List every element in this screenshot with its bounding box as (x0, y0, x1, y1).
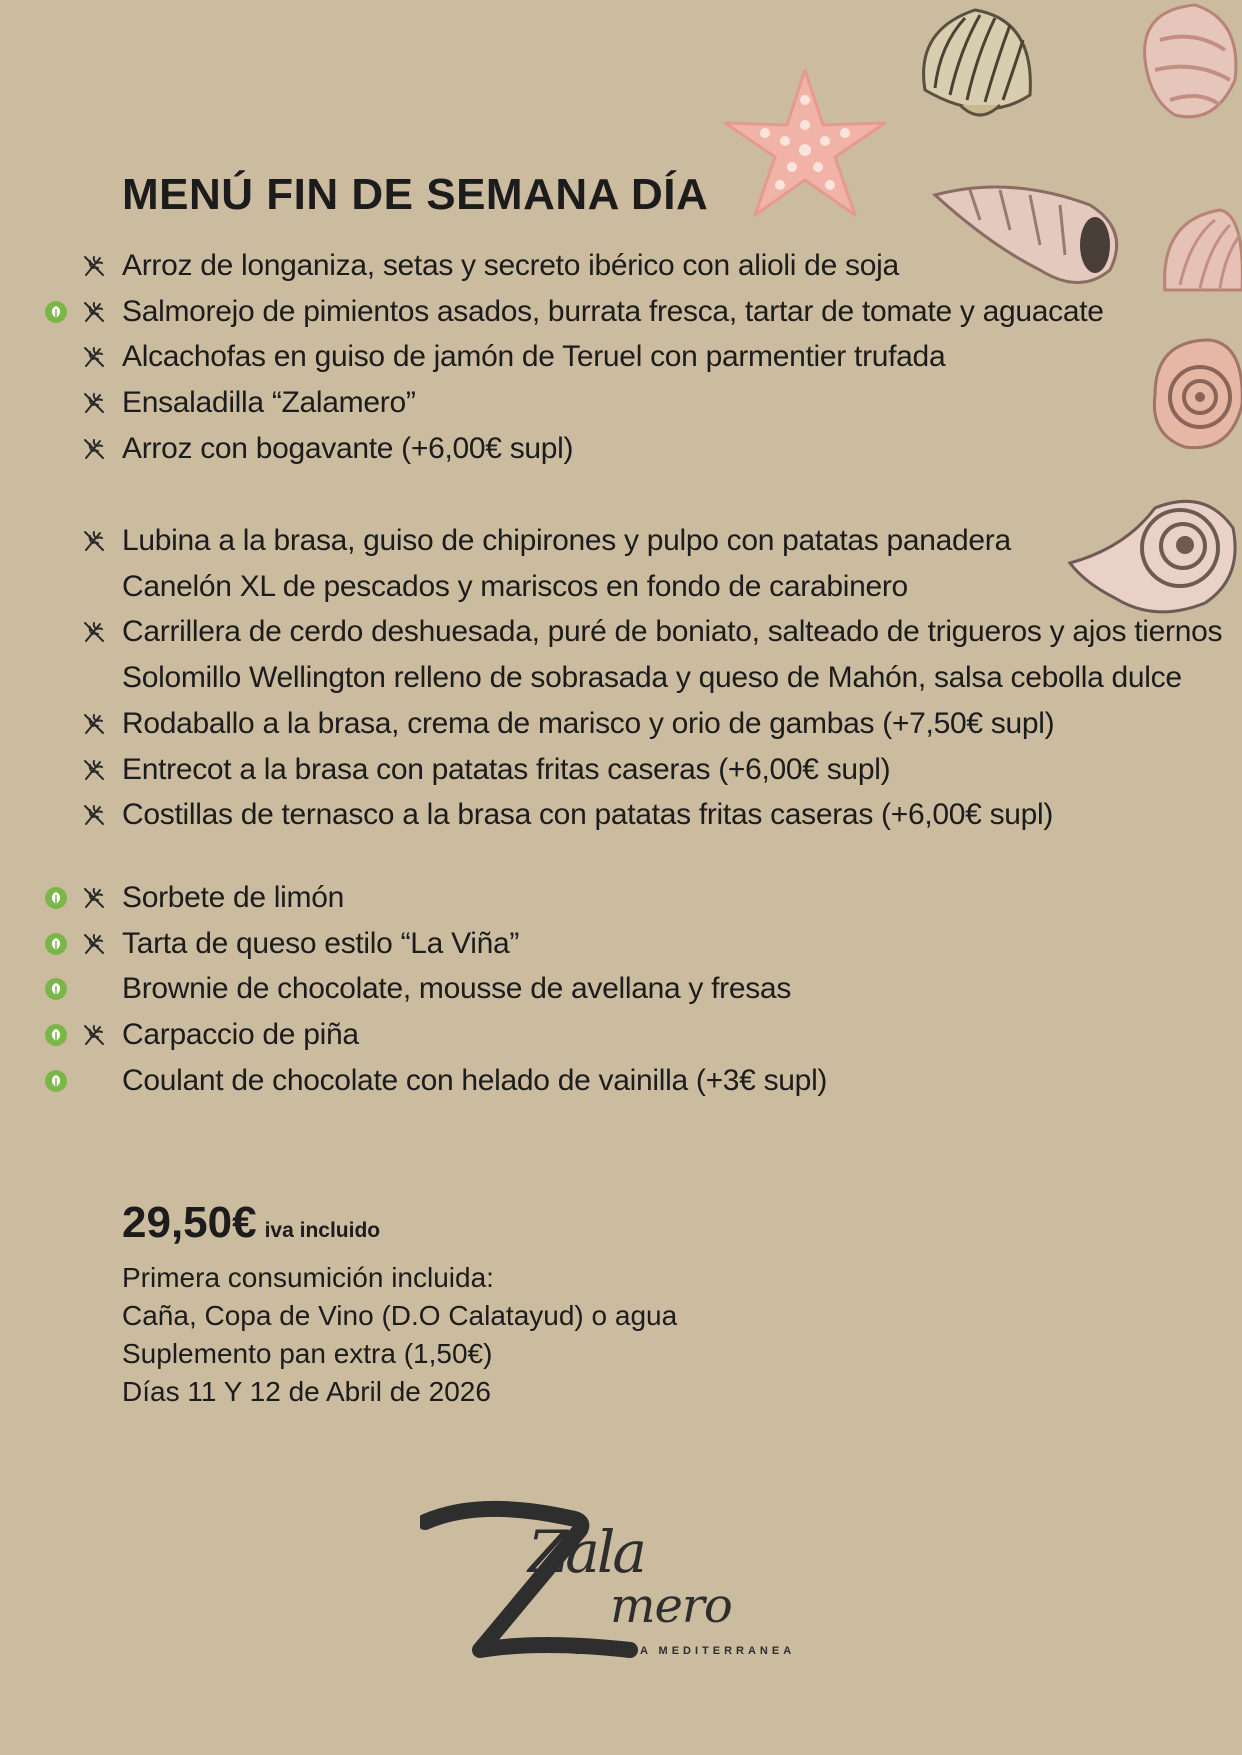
leaf-badge-icon (44, 977, 68, 1001)
logo-tagline: ESENCIA MEDITERRANEA (575, 1645, 796, 1657)
dish-name: Carpaccio de piña (122, 1018, 359, 1052)
crossed-wheat-icon (80, 710, 108, 738)
menu-item (0, 609, 1242, 655)
dish-name: Carrillera de cerdo deshuesada, puré de boniato, salteado de trigueros y ajos tiernos (122, 615, 1223, 649)
info-line-dates: Días 11 Y 12 de Abril de 2026 (122, 1376, 491, 1407)
page-title: MENÚ FIN DE SEMANA DÍA (122, 170, 709, 219)
dish-name: Alcachofas en guiso de jamón de Teruel con parmentier trufada (122, 340, 946, 374)
menu-item (0, 792, 1242, 838)
logo-top-letters: Zala (528, 1518, 645, 1586)
dish-name: Tarta de queso estilo “La Viña” (122, 926, 520, 960)
menu-item (0, 380, 1242, 426)
menu-item (0, 289, 1242, 335)
zalamero-logo (420, 1500, 800, 1670)
leaf-badge-icon (44, 300, 68, 324)
menu-item (0, 426, 1242, 472)
crossed-wheat-icon (80, 343, 108, 371)
menu-item (0, 564, 1242, 610)
menu-item (0, 1012, 1242, 1058)
price-note: iva incluido (264, 1219, 381, 1242)
crossed-wheat-icon (80, 756, 108, 784)
crossed-wheat-icon (80, 252, 108, 280)
menu-item (0, 243, 1242, 289)
info-line-drinks: Caña, Copa de Vino (D.O Calatayud) o agua (122, 1300, 678, 1331)
logo-bottom-letters: mero (610, 1578, 732, 1634)
dish-name: Arroz de longaniza, setas y secreto ibérico con alioli de soja (122, 249, 899, 282)
menu-item (0, 1058, 1242, 1104)
starfish-icon (720, 65, 890, 235)
menu-item (0, 966, 1242, 1012)
dish-name: Costillas de ternasco a la brasa con patatas fritas caseras (+6,00€ supl) (122, 798, 1054, 832)
crossed-wheat-icon (80, 801, 108, 829)
menu-item (0, 875, 1242, 921)
crossed-wheat-icon (80, 618, 108, 646)
leaf-badge-icon (44, 932, 68, 956)
dish-name: Salmorejo de pimientos asados, burrata fresca, tartar de tomate y aguacate (122, 294, 1104, 328)
dish-name: Brownie de chocolate, mousse de avellana y fresas (122, 972, 792, 1006)
scallop-shell-icon (905, 0, 1045, 130)
crossed-wheat-icon (80, 435, 108, 463)
leaf-badge-icon (44, 1069, 68, 1093)
menu-item (0, 334, 1242, 380)
menu-item (0, 747, 1242, 793)
conch-shell-icon (1135, 0, 1242, 125)
menu-item (0, 701, 1242, 747)
crossed-wheat-icon (80, 930, 108, 958)
crossed-wheat-icon (80, 389, 108, 417)
crossed-wheat-icon (80, 527, 108, 555)
dish-name: Ensaladilla “Zalamero” (122, 386, 416, 420)
dish-name: Arroz con bogavante (+6,00€ supl) (122, 431, 574, 465)
leaf-badge-icon (44, 886, 68, 910)
dish-name: Lubina a la brasa, guiso de chipirones y pulpo con patatas panadera (122, 524, 1011, 557)
dish-name: Solomillo Wellington relleno de sobrasada y queso de Mahón, salsa cebolla dulce (122, 661, 1182, 695)
price-line (122, 1198, 380, 1248)
info-line-drink-title: Primera consumición incluida: (122, 1262, 494, 1293)
dish-name: Sorbete de limón (122, 881, 345, 914)
dish-name: Rodaballo a la brasa, crema de marisco y orio de gambas (+7,50€ supl) (122, 706, 1055, 740)
dish-name: Canelón XL de pescados y mariscos en fondo de carabinero (122, 569, 908, 603)
crossed-wheat-icon (80, 884, 108, 912)
leaf-badge-icon (44, 1023, 68, 1047)
menu-item (0, 921, 1242, 967)
menu-item (0, 655, 1242, 701)
dish-name: Entrecot a la brasa con patatas fritas caseras (+6,00€ supl) (122, 752, 891, 786)
info-line-bread: Suplemento pan extra (1,50€) (122, 1338, 493, 1369)
crossed-wheat-icon (80, 298, 108, 326)
menu-price: 29,50€ (122, 1198, 257, 1247)
menu-item (0, 518, 1242, 564)
dish-name: Coulant de chocolate con helado de vainilla (+3€ supl) (122, 1063, 828, 1097)
crossed-wheat-icon (80, 1021, 108, 1049)
